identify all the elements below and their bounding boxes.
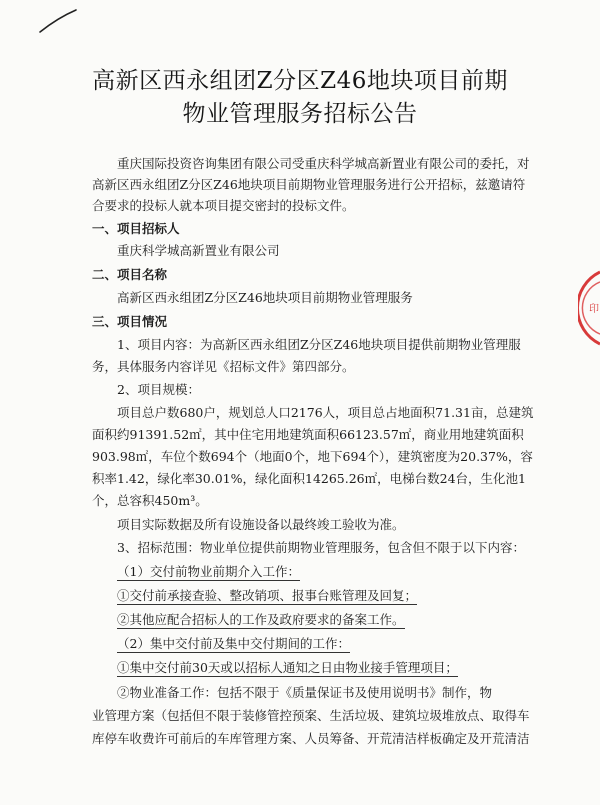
sub1-item-a-text: ①交付前承接查验、整改销项、报事台账管理及回复；: [117, 588, 418, 603]
sub2-item-b-line-3: 库停车收费许可前后的车库管理方案、人员筹备、开荒清洁样板确定及开荒清洁: [92, 731, 530, 746]
pen-stroke-mark: [38, 8, 78, 34]
document-title-line2: 物业管理服务招标公告: [182, 101, 418, 127]
sub1-heading: [117, 562, 300, 580]
intro-line-2: 高新区西永组团Z分区Z46地块项目前期物业管理服务进行公开招标，兹邀请符: [92, 177, 526, 192]
sub1-item-b-text: ②其他应配合招标人的工作及政府要求的备案工作。: [117, 612, 405, 627]
item1-line-2: 务，具体服务内容详见《招标文件》第四部分。: [92, 359, 355, 374]
section2-heading: 二、项目名称: [92, 267, 168, 282]
item2-heading: 2、项目规模：: [117, 382, 200, 397]
section2-body: 高新区西永组团Z分区Z46地块项目前期物业管理服务: [117, 290, 413, 305]
sub2-item-b-line-1: ②物业准备工作：包括不限于《质量保证书及使用说明书》制作，物: [117, 685, 493, 700]
item2-body-line-3: 903.98㎡，车位个数694个（地面0个，地下694个），建筑密度为20.37%，容: [92, 449, 533, 464]
sub1-item-a: [117, 586, 417, 604]
item2-body-line-2: 面积约91391.52㎡，其中住宅用地建筑面积66123.57㎡，商业用地建筑面积: [92, 427, 524, 442]
section1-body: 重庆科学城高新置业有限公司: [117, 243, 280, 258]
sub2-item-b-line-2: 业管理方案（包括但不限于装修管控预案、生活垃圾、建筑垃圾堆放点、取得车: [92, 708, 530, 723]
intro-line-3: 合要求的投标人就本项目提交密封的投标文件。: [92, 198, 355, 213]
sub1-heading-text: （1）交付前物业前期介入工作：: [117, 564, 300, 579]
red-seal-stamp: [578, 268, 600, 348]
item1-line-1: 1、项目内容：为高新区西永组团Z分区Z46地块项目提供前期物业管理服: [117, 337, 521, 352]
item2-body-line-1: 项目总户数680户，规划总人口2176人，项目总占地面积71.31亩，总建筑: [117, 405, 534, 420]
item3-line: 3、招标范围：物业单位提供前期物业管理服务，包含但不限于以下内容：: [117, 540, 525, 555]
section1-heading: 一、项目招标人: [92, 221, 180, 236]
sub2-heading: [117, 634, 350, 652]
item2-body-line-5: 个，总容积450m³。: [92, 493, 208, 508]
document-title-line1: 高新区西永组团Z分区Z46地块项目前期: [92, 68, 508, 94]
sub1-item-b: [117, 610, 405, 628]
sub2-heading-text: （2）集中交付前及集中交付期间的工作：: [117, 636, 350, 651]
sub2-item-a-text: ①集中交付前30天或以招标人通知之日由物业接手管理项目；: [117, 660, 458, 675]
section3-heading: 三、项目情况: [92, 314, 168, 329]
sub2-item-a: [117, 658, 458, 676]
intro-line-1: 重庆国际投资咨询集团有限公司受重庆科学城高新置业有限公司的委托，对: [117, 156, 530, 171]
item2-note: 项目实际数据及所有设施设备以最终竣工验收为准。: [117, 517, 405, 532]
item2-body-line-4: 积率1.42，绿化率30.01%，绿化面积14265.26㎡，电梯台数24台，生化池1: [92, 471, 526, 486]
svg-text:印: 印: [589, 304, 599, 315]
